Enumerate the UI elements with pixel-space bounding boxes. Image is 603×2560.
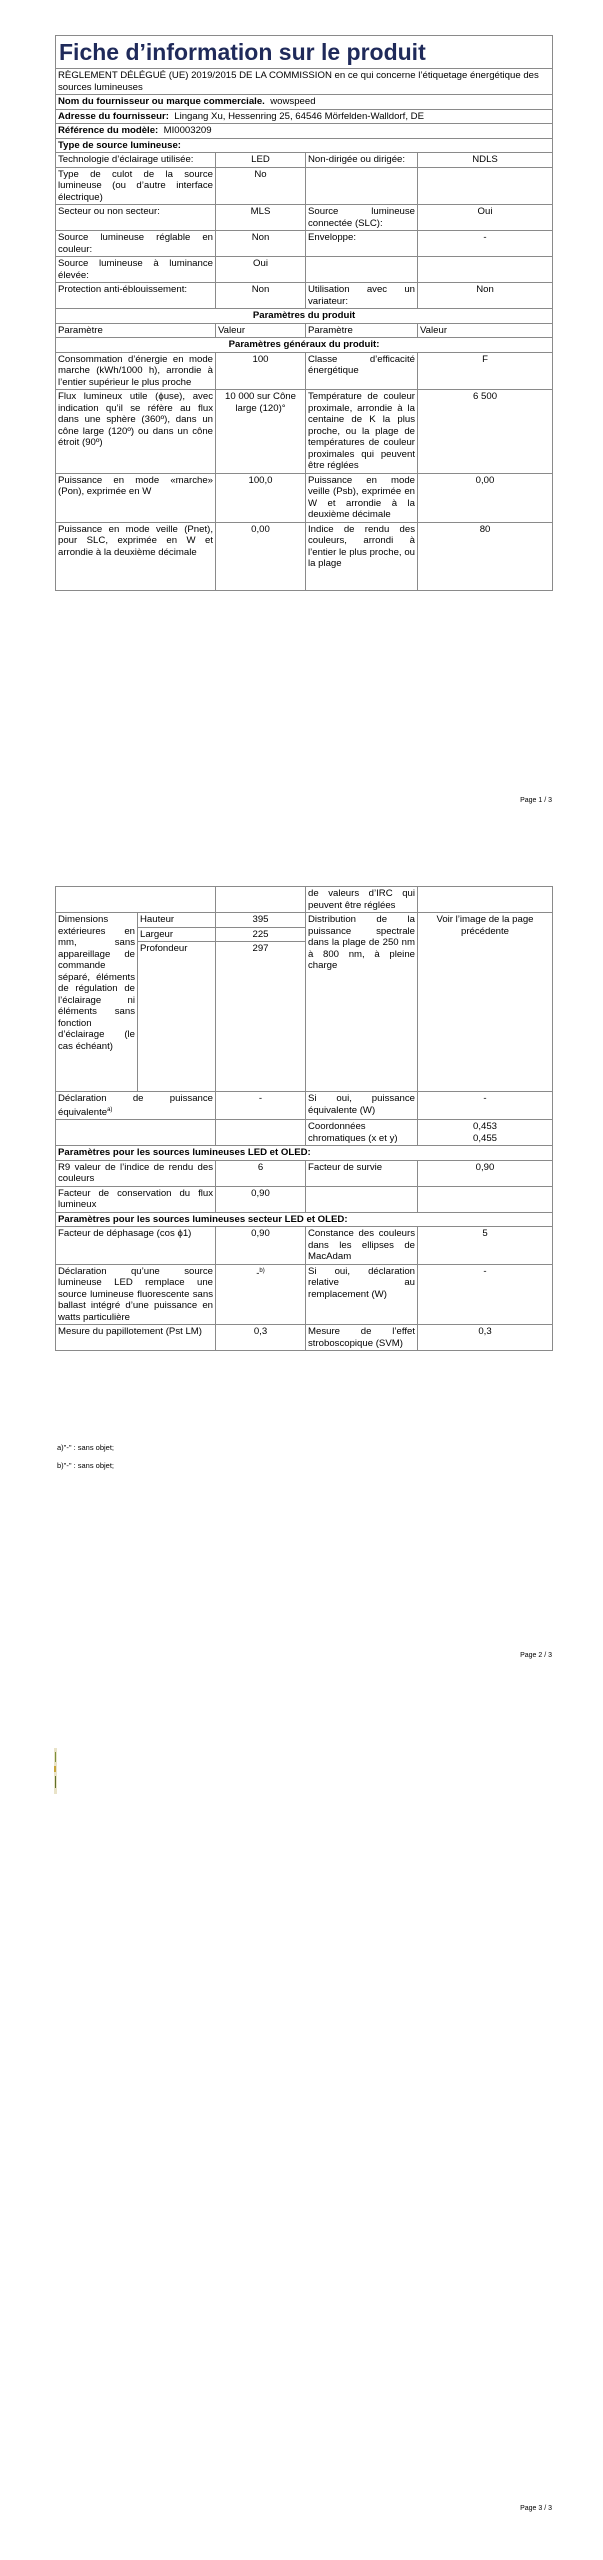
cell-value: 80 [418, 522, 553, 590]
cell-label: Source lumineuse réglable en couleur: [56, 231, 216, 257]
dim-value-depth: 297 [216, 942, 306, 1092]
cell-label [306, 167, 418, 205]
cell-label: Protection anti-éblouissement: [56, 283, 216, 309]
cell-value: MLS [216, 205, 306, 231]
page-number: Page 3 / 3 [520, 2505, 552, 2512]
address-value: Lingang Xu, Hessenring 25, 64546 Mörfelden-Walldorf, DE [174, 110, 424, 122]
address-label: Adresse du fournisseur: [58, 110, 169, 122]
cell-value [418, 257, 553, 283]
cell-label: Utilisation avec un variateur: [306, 283, 418, 309]
footnote-ref: b) [259, 1267, 265, 1274]
cell-label: Mesure du papillotement (Pst LM) [56, 1325, 216, 1351]
table-row [56, 257, 553, 283]
page-number: Page 1 / 3 [520, 797, 552, 804]
equiv-label: Déclaration de puissance équivalente [58, 1093, 213, 1118]
cell-label: de valeurs d’IRC qui peuvent être réglées [306, 887, 418, 913]
cell-label: Enveloppe: [306, 231, 418, 257]
page-2 [55, 886, 552, 1351]
image-fragment [54, 1748, 57, 1794]
table-row [56, 205, 553, 231]
cell-label: Déclaration qu’une source lumineuse LED remplace une source lumineuse fluorescente sans ballast intégré d’une puissance en watts particulière [56, 1264, 216, 1325]
cell-value: 6 500 [418, 390, 553, 474]
cell-label: Puissance en mode veille (Pnet), pour SLC, exprimée en W et arrondie à la deuxième décimale [56, 522, 216, 590]
table-row [56, 1092, 553, 1120]
table-row [56, 1325, 553, 1351]
cell-label: Secteur ou non secteur: [56, 205, 216, 231]
table-row [56, 352, 553, 390]
cell-value: LED [216, 153, 306, 168]
cell-label: Indice de rendu des couleurs, arrondi à l’entier le plus proche, ou la plage [306, 522, 418, 590]
cell-value: Non [418, 283, 553, 309]
cell-value: - [418, 231, 553, 257]
cell-value: 0,00 [216, 522, 306, 590]
cell-label: Mesure de l’effet stroboscopique (SVM) [306, 1325, 418, 1351]
cell-label: Coordonnées chromatiques (x et y) [306, 1120, 418, 1146]
cell-label: Type de culot de la source lumineuse (ou d’autre interface électrique) [56, 167, 216, 205]
cell-label: Facteur de déphasage (cos ϕ1) [56, 1227, 216, 1265]
cell-label: Puissance en mode «marche» (Pon), exprimée en W [56, 473, 216, 522]
dim-label-depth: Profondeur [138, 942, 216, 1092]
footnote-ref: a) [107, 1106, 113, 1113]
address-row [56, 109, 553, 124]
product-info-table [55, 35, 553, 591]
dim-label-height: Hauteur [138, 913, 216, 928]
model-label: Référence du modèle: [58, 125, 159, 136]
page-title: Fiche d’information sur le produit [56, 36, 553, 69]
chrom-y: 0,455 [472, 1132, 497, 1144]
cell-label: Classe d’efficacité énergétique [306, 352, 418, 390]
cell-label: Constance des couleurs dans les ellipses de MacAdam [306, 1227, 418, 1265]
cell-value: - [418, 1092, 553, 1120]
cell-value [418, 1120, 553, 1146]
table-row [56, 390, 553, 474]
cell-label: Facteur de conservation du flux lumineux [56, 1186, 216, 1212]
cell-value: 0,90 [418, 1160, 553, 1186]
footnote-a: a)"-" : sans objet; [57, 1443, 115, 1452]
cell-value: - [418, 1264, 553, 1325]
cell-label: Source lumineuse à luminance élevée: [56, 257, 216, 283]
cell-value: 0,00 [418, 473, 553, 522]
source-type-heading: Type de source lumineuse: [56, 138, 553, 153]
table-row [56, 1186, 553, 1212]
repl-value: - [256, 1267, 260, 1279]
table-row [56, 522, 553, 590]
dim-value-width: 225 [216, 927, 306, 942]
cell-value: 5 [418, 1227, 553, 1265]
cell-value [216, 1264, 306, 1325]
cell-value: Non [216, 231, 306, 257]
table-row [56, 1264, 553, 1325]
cell-label: Si oui, puissance équivalente (W) [306, 1092, 418, 1120]
column-header: Valeur [216, 323, 306, 338]
model-value: MI0003209 [163, 125, 212, 136]
cell-value: 100 [216, 352, 306, 390]
cell-value [418, 167, 553, 205]
cell-value: 0,90 [216, 1186, 306, 1212]
footnote-b: b)"-" : sans objet; [57, 1461, 115, 1470]
spd-value: Voir l’image de la page précédente [418, 913, 553, 1092]
cell-value: 0,90 [216, 1227, 306, 1265]
page-1 [55, 35, 552, 591]
cell-value: - [216, 1092, 306, 1120]
cell-label: Facteur de survie [306, 1160, 418, 1186]
cell-value: 0,3 [216, 1325, 306, 1351]
table-row [56, 283, 553, 309]
supplier-value: wowspeed [270, 96, 316, 107]
cell-label: Puissance en mode veille (Psb), exprimée en W et arrondie à la deuxième décimale [306, 473, 418, 522]
column-header: Paramètre [306, 323, 418, 338]
dimensions-label: Dimensions extérieures en mm, sans appareillage de commande séparé, éléments de régulation de l’éclairage ni éléments sans fonction d’éclairage (le cas échéant) [56, 913, 138, 1092]
general-params-header: Paramètres généraux du produit: [56, 338, 553, 353]
cell-value: NDLS [418, 153, 553, 168]
regulation-text: RÈGLEMENT DÉLÉGUÉ (UE) 2019/2015 DE LA COMMISSION en ce qui concerne l’étiquetage énergétique des sources lumineuses [56, 69, 553, 95]
cell-label [306, 257, 418, 283]
table-row [56, 913, 553, 928]
column-header: Paramètre [56, 323, 216, 338]
params-header: Paramètres du produit [56, 309, 553, 324]
cell-label: Source lumineuse connectée (SLC): [306, 205, 418, 231]
cell-value: 6 [216, 1160, 306, 1186]
table-row [56, 1160, 553, 1186]
cell-value: 100,0 [216, 473, 306, 522]
table-row [56, 473, 553, 522]
table-row [56, 153, 553, 168]
cell-label: Flux lumineux utile (ϕuse), avec indication qu’il se réfère au flux dans une sphère (360º), dans un cône large (120º) ou dans un cône étroit (90º) [56, 390, 216, 474]
cell-label: Si oui, déclaration relative au remplacement (W) [306, 1264, 418, 1325]
dim-value-height: 395 [216, 913, 306, 928]
cell-label: Consommation d’énergie en mode marche (kWh/1000 h), arrondie à l’entier supérieur le plus proche [56, 352, 216, 390]
supplier-row [56, 95, 553, 110]
cell-label: Non-dirigée ou dirigée: [306, 153, 418, 168]
cell-value: Oui [418, 205, 553, 231]
product-info-table-cont [55, 886, 553, 1351]
cell-value: No [216, 167, 306, 205]
cell-label: Température de couleur proximale, arrondie à la centaine de K la plus proche, ou la plage de températures de couleur proximales qui peuvent être réglées [306, 390, 418, 474]
cell-value: Non [216, 283, 306, 309]
table-row [56, 167, 553, 205]
column-header-row [56, 323, 553, 338]
cell-label: R9 valeur de l’indice de rendu des couleurs [56, 1160, 216, 1186]
cell-label: Technologie d’éclairage utilisée: [56, 153, 216, 168]
column-header: Valeur [418, 323, 553, 338]
cell-value: 0,3 [418, 1325, 553, 1351]
chrom-x: 0,453 [472, 1121, 497, 1133]
table-row [56, 1227, 553, 1265]
cell-value: F [418, 352, 553, 390]
cell-value: Oui [216, 257, 306, 283]
page-number: Page 2 / 3 [520, 1652, 552, 1659]
spd-label: Distribution de la puissance spectrale dans la plage de 250 nm à 800 nm, à pleine charge [306, 913, 418, 1092]
dim-label-width: Largeur [138, 927, 216, 942]
table-row [56, 231, 553, 257]
mains-params-header: Paramètres pour les sources lumineuses secteur LED et OLED: [56, 1212, 553, 1227]
led-params-header: Paramètres pour les sources lumineuses LED et OLED: [56, 1146, 553, 1161]
model-row [56, 124, 553, 139]
cell-label [56, 1092, 216, 1120]
supplier-label: Nom du fournisseur ou marque commerciale. [58, 96, 265, 107]
cell-value: 10 000 sur Cône large (120)° [216, 390, 306, 474]
table-row [56, 1120, 553, 1146]
table-row [56, 887, 553, 913]
